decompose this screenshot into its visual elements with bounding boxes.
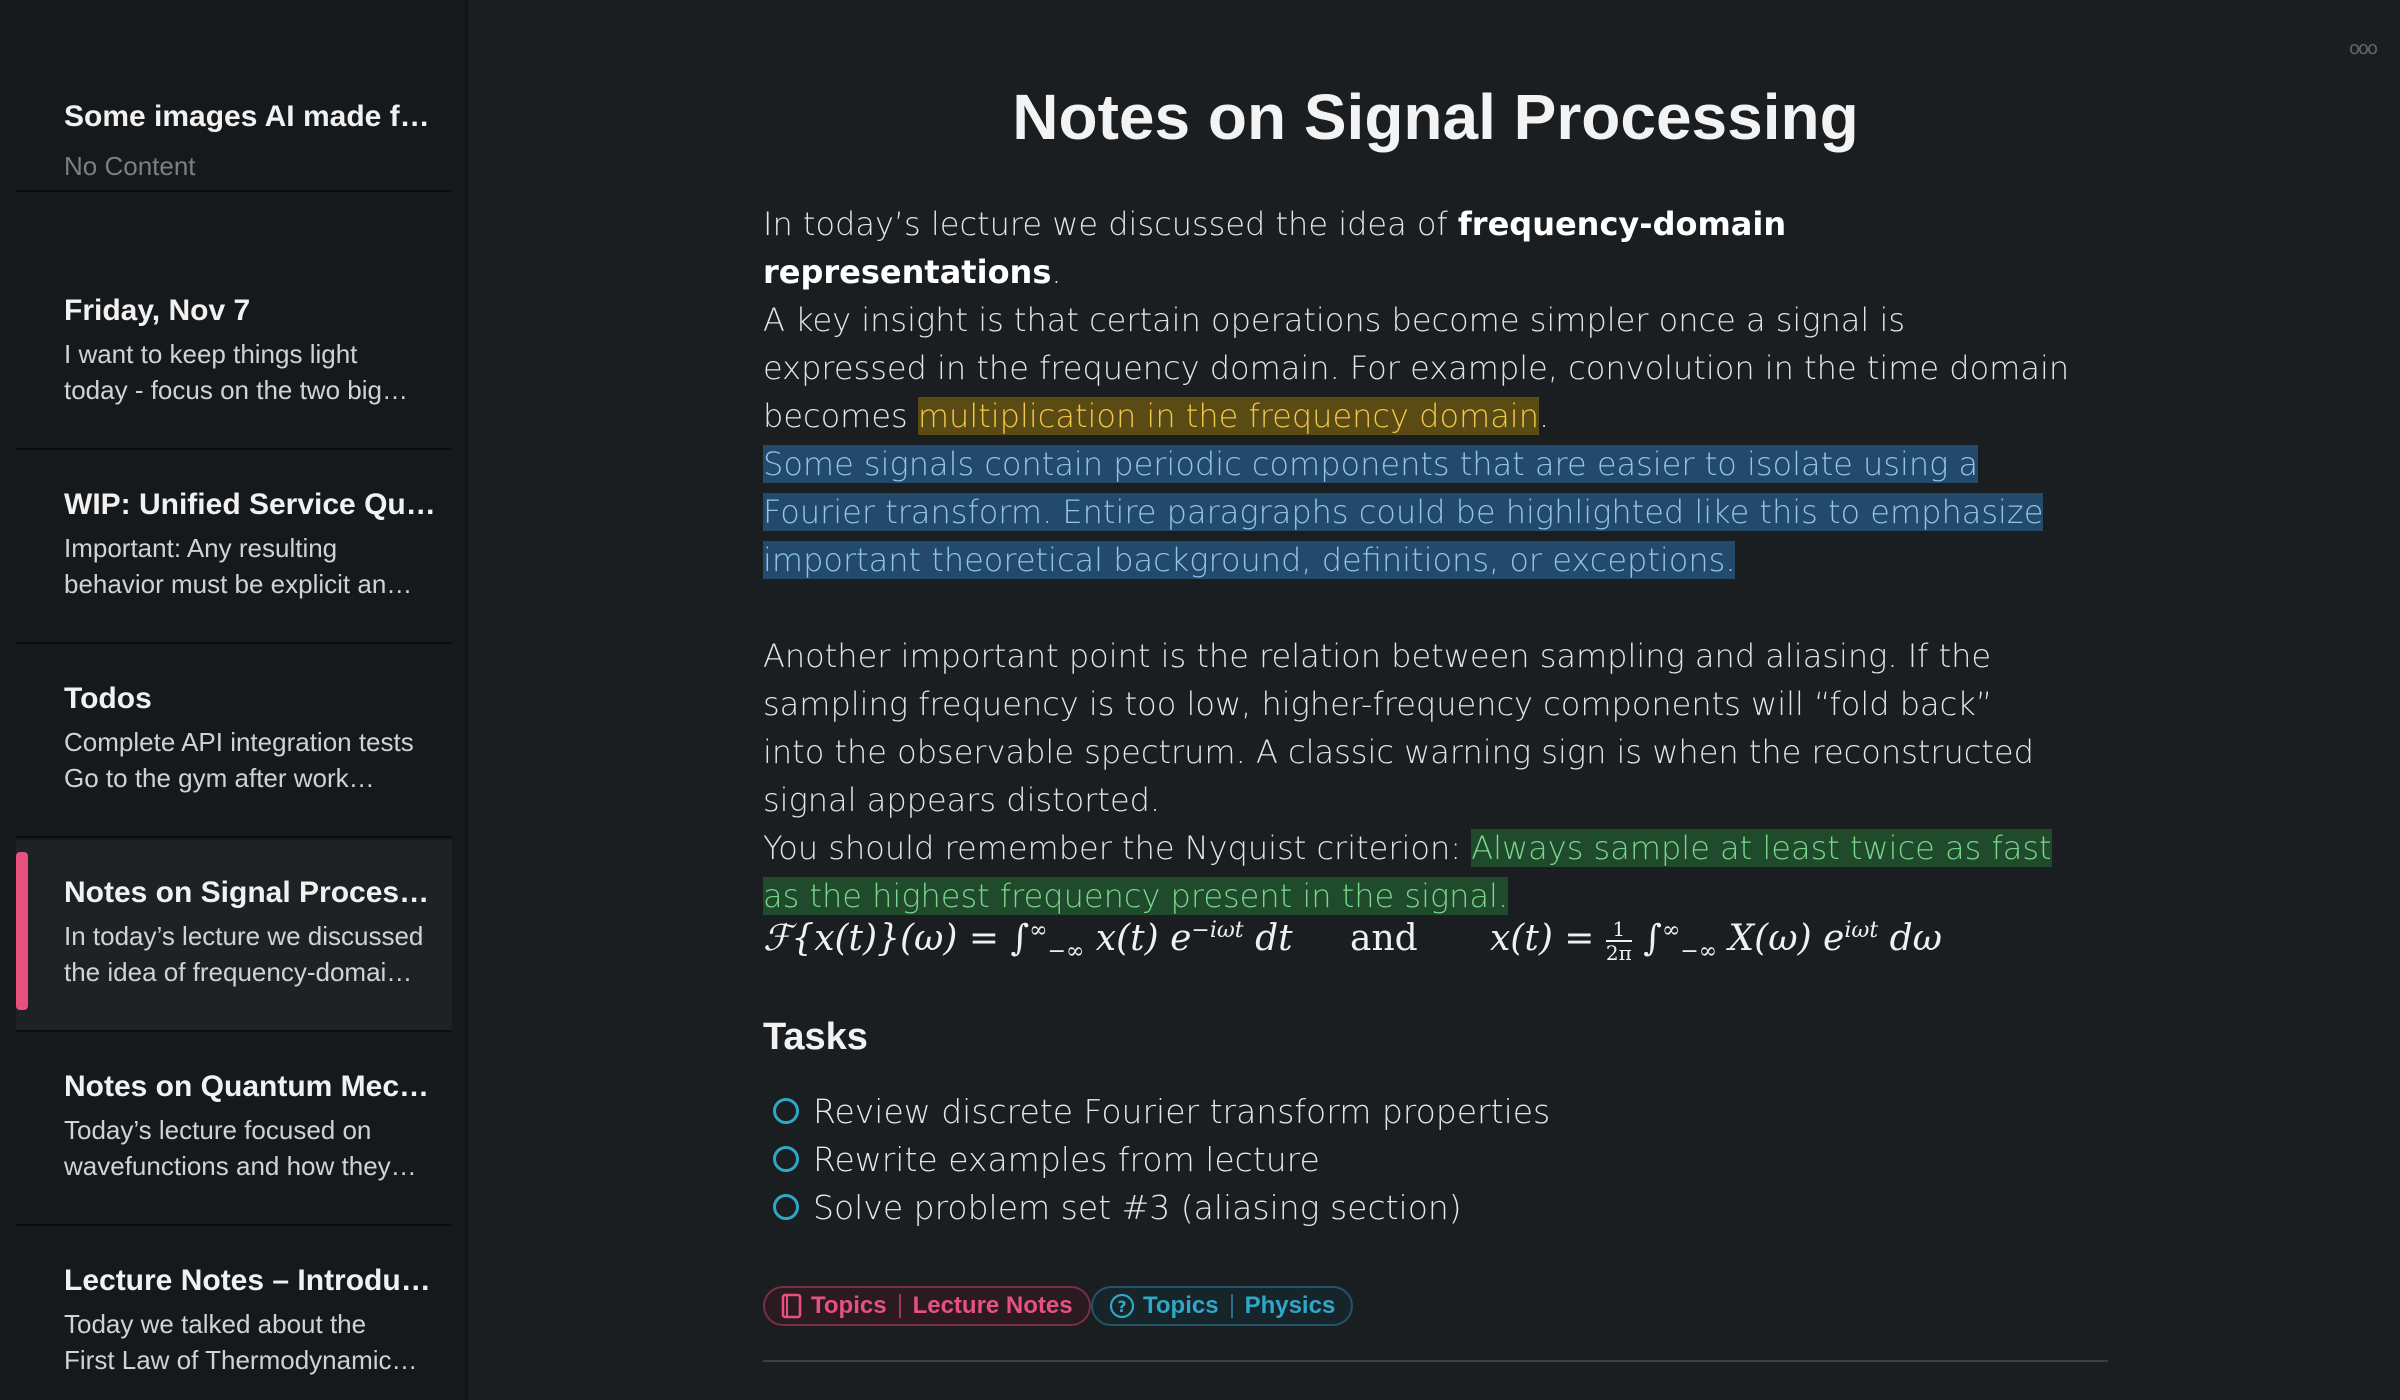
note-card[interactable]	[16, 452, 452, 644]
formula-part: dω	[1878, 918, 1943, 959]
note-preview	[64, 148, 438, 184]
note-title: Lecture Notes – Introdu…	[64, 1264, 431, 1297]
formula-part: x(t) e	[1084, 918, 1192, 959]
note-preview-line: Go to the gym after work…	[64, 763, 375, 793]
tasks-heading: Tasks	[763, 1016, 868, 1058]
formula-part: X(ω) e	[1717, 918, 1845, 959]
formula-and: and	[1350, 918, 1418, 959]
note-preview-line: First Law of Thermodynamic…	[64, 1345, 418, 1375]
divider	[763, 1360, 2108, 1362]
tag-group: Topics	[1143, 1292, 1219, 1319]
note-preview	[64, 530, 438, 602]
formula-part: x(t) =	[1490, 918, 1606, 959]
fraction	[1606, 918, 1632, 964]
math-formula	[763, 910, 2063, 980]
note-preview-line: the idea of frequency-domai…	[64, 957, 413, 987]
formula-part: dt	[1243, 918, 1293, 959]
formula-part: ∞	[1029, 918, 1048, 943]
formula-part: −iωt	[1191, 918, 1244, 943]
tag-name: Lecture Notes	[912, 1292, 1073, 1319]
task-checkbox[interactable]	[773, 1194, 799, 1220]
note-editor[interactable]	[763, 0, 2108, 1400]
text-run: Another important point is the relation between sampling and aliasing. If the sampling frequency is too low, higher-frequency components will “fold back” into the observable spectrum. A classic warning sign is when the reconstructed signal appears distorted.	[763, 637, 2034, 819]
tag-name: Physics	[1244, 1292, 1336, 1319]
note-preview-line: Today we talked about the	[64, 1309, 367, 1339]
note-preview-line: behavior must be explicit an…	[64, 569, 413, 599]
inverse-fourier-formula	[1490, 918, 1942, 964]
text-run: You should remember the Nyquist criterion:	[763, 829, 1472, 867]
text-run: .	[1538, 397, 1550, 435]
fourier-formula	[763, 918, 1293, 964]
note-card[interactable]	[16, 646, 452, 838]
note-preview-line: today - focus on the two big…	[64, 375, 408, 405]
note-card[interactable]	[16, 1228, 452, 1400]
formula-part: ∫	[1631, 918, 1662, 959]
highlight-green: Always sample at least twice as fast as the highest frequency present in the signal.	[763, 829, 2052, 915]
book-icon	[781, 1293, 803, 1319]
note-preview-line: In today’s lecture we discussed	[64, 921, 424, 951]
note-preview-line: Today’s lecture focused on	[64, 1115, 372, 1145]
more-options-icon[interactable]: ooo	[2348, 38, 2376, 59]
note-preview	[64, 724, 438, 796]
note-preview-line: wavefunctions and how they…	[64, 1151, 417, 1181]
note-title: Friday, Nov 7	[64, 294, 251, 327]
formula-part: −∞	[1047, 939, 1085, 965]
note-title: Notes on Quantum Mec…	[64, 1070, 430, 1103]
formula-part: 2π	[1605, 941, 1632, 965]
note-title: Some images AI made f…	[64, 100, 430, 133]
tag-separator	[899, 1294, 901, 1318]
text-run: In today’s lecture we discussed the idea of	[763, 205, 1458, 243]
task-item	[773, 1137, 1320, 1181]
task-label: Solve problem set #3 (aliasing section)	[813, 1187, 1462, 1227]
task-checkbox[interactable]	[773, 1098, 799, 1124]
page-title: Notes on Signal Processing	[1012, 81, 1859, 153]
question-circle-icon	[1109, 1293, 1135, 1319]
formula-part: ∞	[1662, 918, 1681, 943]
note-title: Notes on Signal Proces…	[64, 876, 430, 909]
note-preview	[64, 918, 438, 990]
note-title: WIP: Unified Service Qu…	[64, 488, 436, 521]
note-preview	[64, 336, 438, 408]
note-preview-line: I want to keep things light	[64, 339, 358, 369]
formula-part: −∞	[1680, 939, 1718, 965]
notes-sidebar	[0, 0, 468, 1400]
note-title: Todos	[64, 682, 152, 715]
tag-physics[interactable]	[1091, 1286, 1353, 1326]
note-preview	[64, 1112, 438, 1184]
note-card[interactable]	[16, 0, 452, 192]
tag-lecture-notes[interactable]	[763, 1286, 1091, 1326]
tag-group: Topics	[811, 1292, 887, 1319]
note-preview-line: Complete API integration tests	[64, 727, 414, 757]
formula-part: iωt	[1844, 918, 1879, 943]
bold-text: frequency-domain representations	[763, 205, 1787, 291]
task-label: Review discrete Fourier transform properties	[813, 1091, 1551, 1131]
formula-part: 1	[1606, 918, 1632, 942]
svg-text:?: ?	[1117, 1297, 1127, 1316]
paragraph	[763, 200, 2073, 440]
note-card-selected[interactable]	[16, 840, 452, 1032]
task-item	[773, 1185, 1462, 1229]
formula-part: ℱ{x(t)}(ω) = ∫	[763, 918, 1030, 959]
paragraph	[763, 632, 2063, 920]
task-item	[773, 1089, 1550, 1133]
note-card[interactable]	[16, 1034, 452, 1226]
note-preview	[64, 1306, 438, 1378]
highlight-blue: Some signals contain periodic components that are easier to isolate using a Fourier transform. Entire paragraphs could be highlighted like this to emphasize important theoretical background, definitions, or exceptions.	[763, 445, 2044, 579]
text-run: .	[1051, 253, 1062, 291]
paragraph	[763, 440, 2053, 584]
task-checkbox[interactable]	[773, 1146, 799, 1172]
note-preview-line: No Content	[64, 151, 196, 181]
note-card[interactable]	[16, 258, 452, 450]
tag-separator	[1231, 1294, 1233, 1318]
highlight-yellow: multiplication in the frequency domain	[917, 397, 1539, 435]
task-label: Rewrite examples from lecture	[813, 1139, 1320, 1179]
text-run: A key insight is that certain operations become simpler once a signal is expressed in the frequency domain. For example, convolution in the time domain becomes	[763, 301, 2070, 435]
note-preview-line: Important: Any resulting	[64, 533, 338, 563]
